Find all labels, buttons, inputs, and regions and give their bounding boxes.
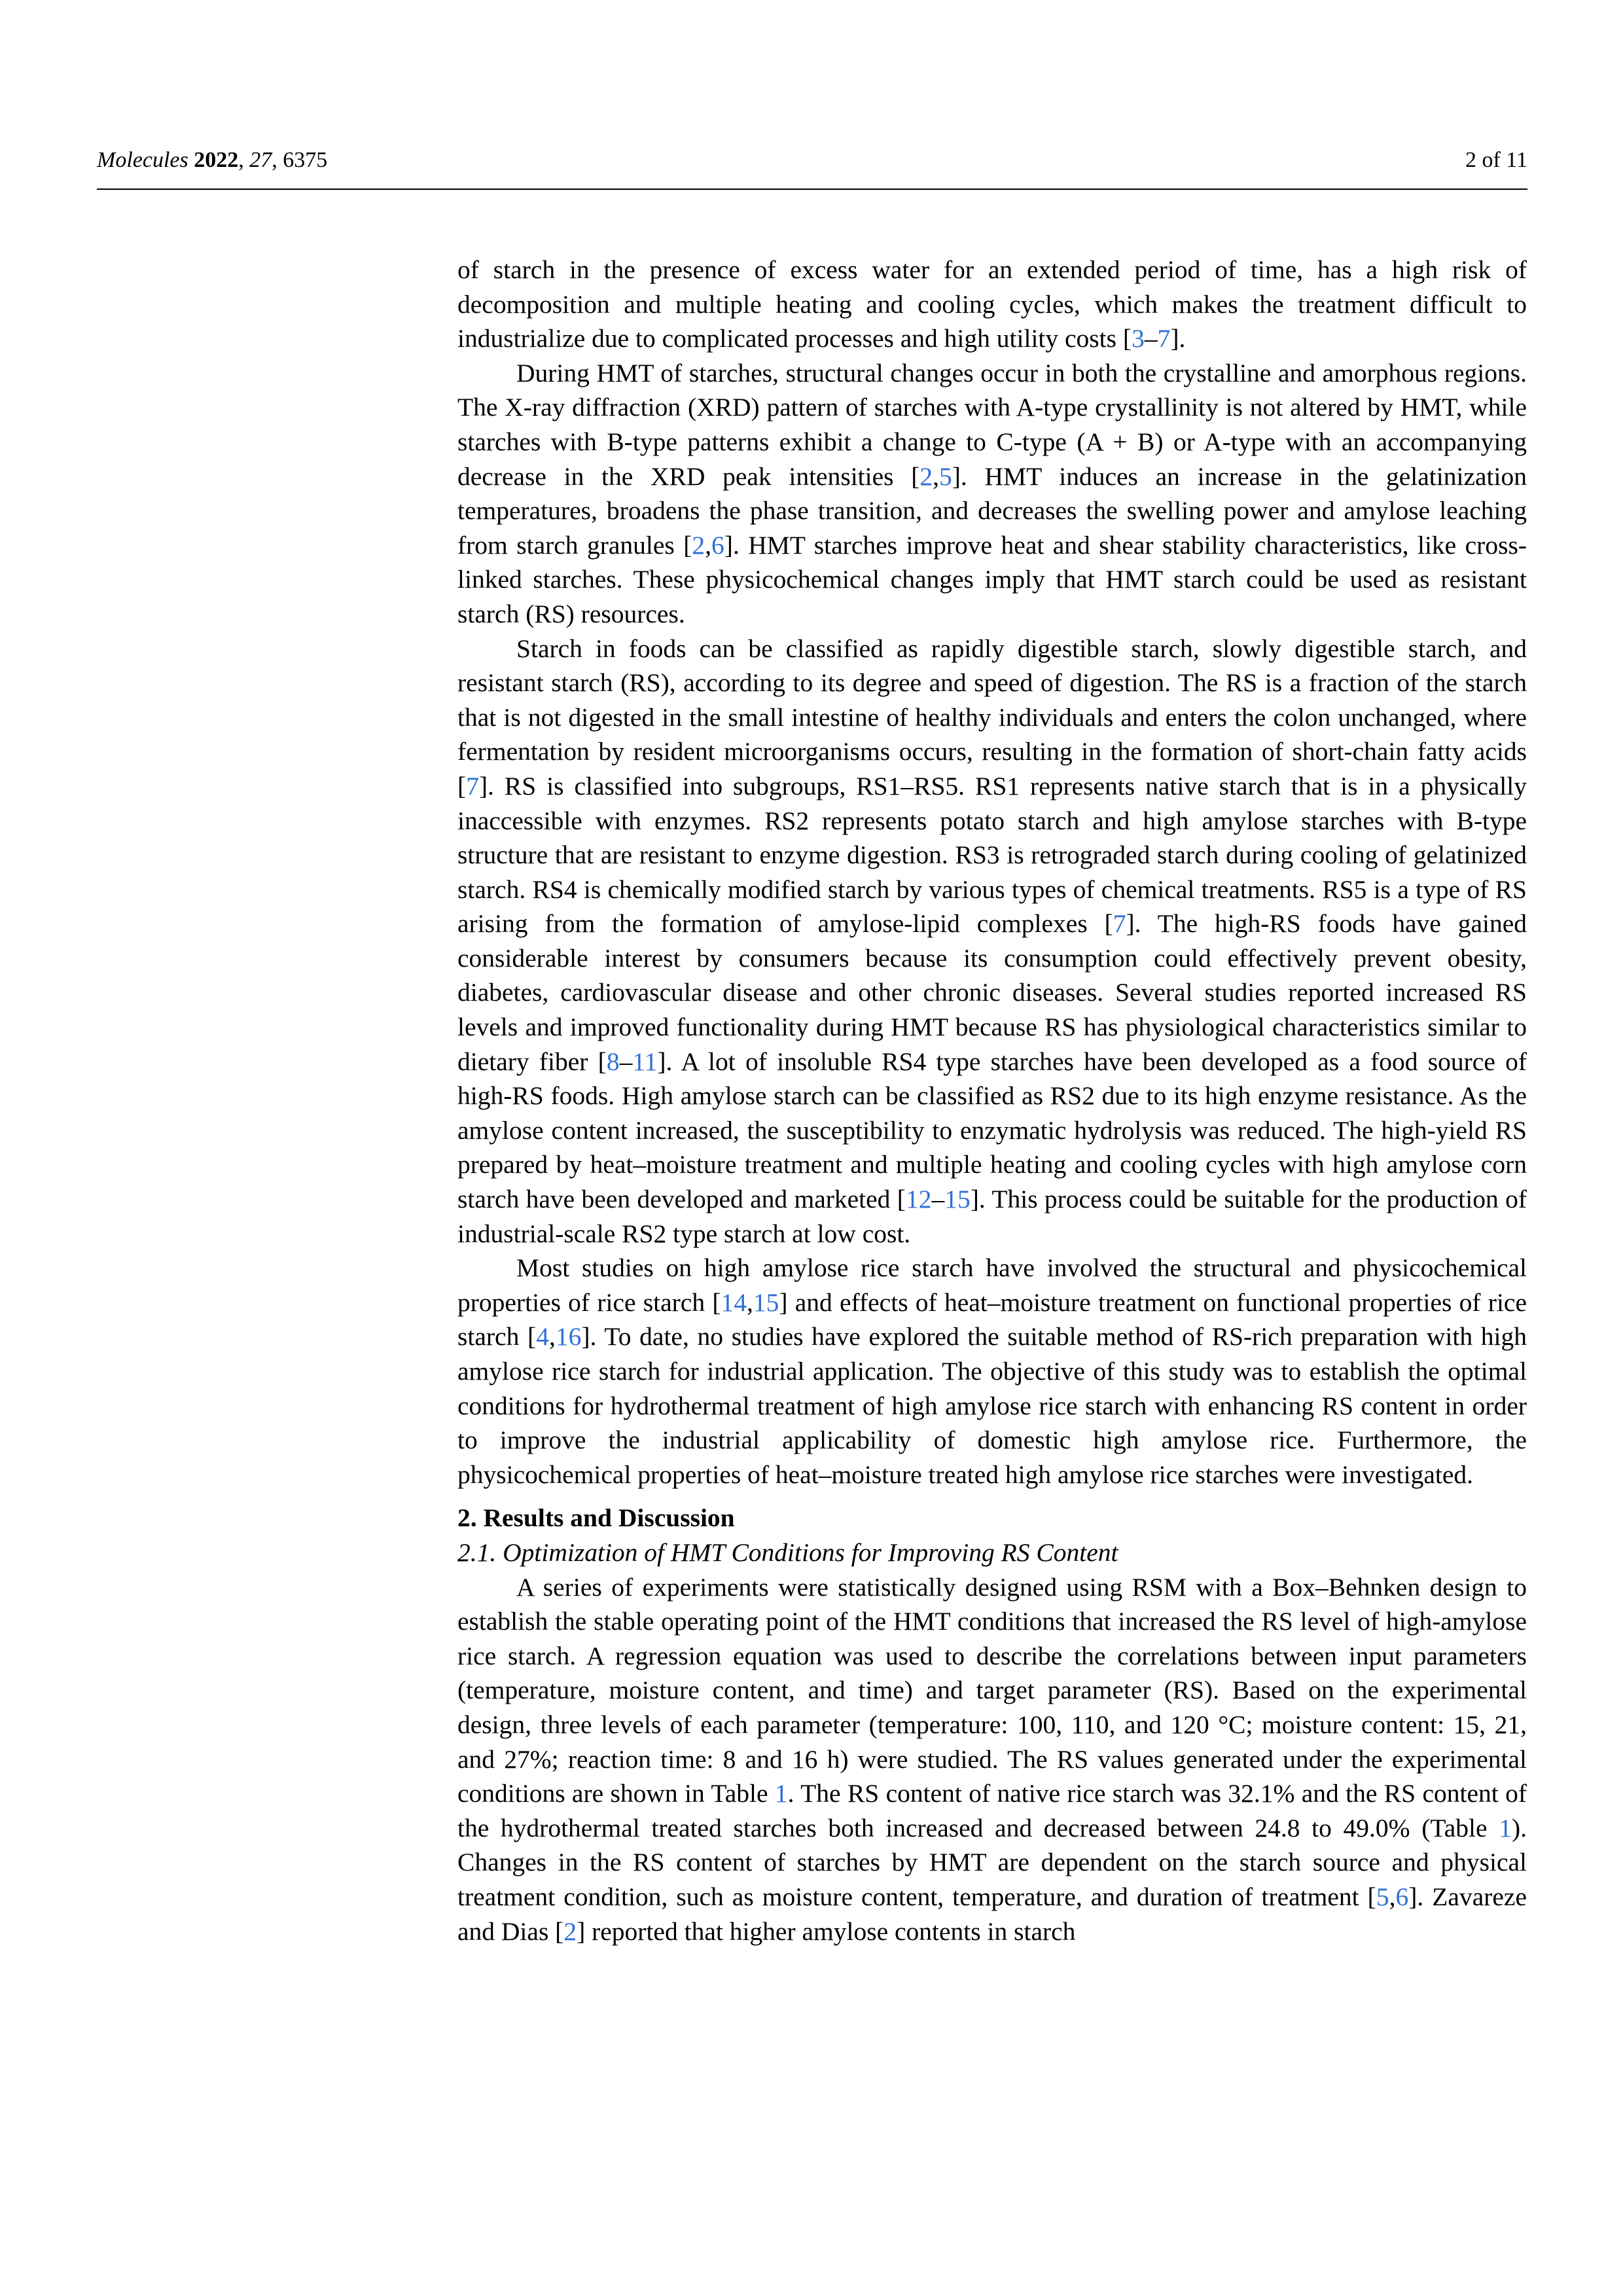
page-number: 2 of 11 (1465, 148, 1527, 172)
journal-year: 2022 (194, 148, 239, 172)
citation-link[interactable]: 8 (606, 1047, 620, 1076)
citation-link[interactable]: 1 (1499, 1813, 1512, 1842)
citation-link[interactable]: 5 (1376, 1882, 1389, 1911)
body-paragraph: of starch in the presence of excess water for an extended period of time, has a high risk of decomposition and multiple heating and cooling cycles, which makes the treatment difficult to industrialize due to complicated processes and high utility costs [3–7]. (457, 255, 1527, 353)
citation-link[interactable]: 6 (1395, 1882, 1409, 1911)
citation-link[interactable]: 15 (944, 1185, 971, 1214)
citation-link[interactable]: 11 (632, 1047, 658, 1076)
journal-name: Molecules (97, 148, 188, 172)
citation-link[interactable]: 5 (939, 461, 952, 491)
body-paragraph: Most studies on high amylose rice starch have involved the structural and physicochemical properties of rice starch [14,15] and effects of heat–moisture treatment on functional properties of rice starch [4,16]. To date, no studies have explored the suitable method of RS-rich preparation with high amylose rice starch for industrial application. The objective of this study was to establish the optimal conditions for hydrothermal treatment of high amylose rice starch with enhancing RS content in order to improve the industrial applicability of domestic high amylose rice. Furthermore, the physicochemical properties of heat–moisture treated high amylose rice starches were investigated. (457, 1253, 1527, 1489)
subsection-heading: 2.1. Optimization of HMT Conditions for Improving RS Content (457, 1537, 1118, 1567)
running-header (97, 148, 1527, 174)
citation-link[interactable]: 7 (1157, 324, 1171, 353)
citation-link[interactable]: 2 (692, 530, 705, 560)
citation-link[interactable]: 6 (711, 530, 724, 560)
intro-paragraphs (457, 253, 1527, 1492)
article-number: 6375 (283, 148, 328, 172)
results-paragraph: A series of experiments were statistically designed using RSM with a Box–Behnken design to establish the stable operating point of the HMT conditions that increased the RS level of high-amylose rice starch. A regression equation was used to describe the correlations between input parameters (temperature, moisture content, and time) and target parameter (RS). Based on the experimental design, three levels of each parameter (temperature: 100, 110, and 120 °C; moisture content: 15, 21, and 27%; reaction time: 8 and 16 h) were studied. The RS values generated under the experimental conditions are shown in Table 1. The RS content of native rice starch was 32.1% and the RS content of the hydrothermal treated starches both increased and decreased between 24.8 to 49.0% (Table 1). Changes in the RS content of starches by HMT are dependent on the starch source and physical treatment condition, such as moisture content, temperature, and duration of treatment [5,6]. Zavareze and Dias [2] reported that higher amylose contents in starch (457, 1572, 1527, 1946)
citation-link[interactable]: 7 (1113, 909, 1126, 939)
citation-link[interactable]: 4 (536, 1322, 549, 1352)
citation-link[interactable]: 14 (721, 1287, 747, 1317)
citation-link[interactable]: 3 (1132, 324, 1145, 353)
citation-link[interactable]: 2 (563, 1916, 577, 1946)
body-paragraph: During HMT of starches, structural changes occur in both the crystalline and amorphous regions. The X-ray diffraction (XRD) pattern of starches with A-type crystallinity is not altered by HMT, while starches with B-type patterns exhibit a change to C-type (A + B) or A-type with an accompanying decrease in the XRD peak intensities [2,5]. HMT induces an increase in the gelatinization temperatures, broadens the phase transition, and decreases the swelling power and amylose leaching from starch granules [2,6]. HMT starches improve heat and shear stability characteristics, like cross-linked starches. These physicochemical changes imply that HMT starch could be used as resistant starch (RS) resources. (457, 358, 1527, 628)
citation-link[interactable]: 2 (919, 461, 933, 491)
article-body (457, 253, 1527, 1948)
citation-link[interactable]: 1 (774, 1779, 788, 1808)
citation-link[interactable]: 15 (753, 1287, 779, 1317)
results-paragraph-container (457, 1570, 1527, 1949)
citation-link[interactable]: 16 (555, 1322, 582, 1352)
body-paragraph: Starch in foods can be classified as rapidly digestible starch, slowly digestible starch, and resistant starch (RS), according to its degree and speed of digestion. The RS is a fraction of the starch that is not digested in the small intestine of healthy individuals and enters the colon unchanged, where fermentation by resident microorganisms occurs, resulting in the formation of short-chain fatty acids [7]. RS is classified into subgroups, RS1–RS5. RS1 represents native starch that is in a physically inaccessible with enzymes. RS2 represents potato starch and high amylose starches with B-type structure that are resistant to enzyme digestion. RS3 is retrograded starch during cooling of gelatinized starch. RS4 is chemically modified starch by various types of chemical treatments. RS5 is a type of RS arising from the formation of amylose-lipid complexes [7]. The high-RS foods have gained considerable interest by consumers because its consumption could effectively prevent obesity, diabetes, cardiovascular disease and other chronic diseases. Several studies reported increased RS levels and improved functionality during HMT because RS has physiological characteristics similar to dietary fiber [8–11]. A lot of insoluble RS4 type starches have been developed as a food source of high-RS foods. High amylose starch can be classified as RS2 due to its high enzyme resistance. As the amylose content increased, the susceptibility to enzymatic hydrolysis was reduced. The high-yield RS prepared by heat–moisture treatment and multiple heating and cooling cycles with high amylose corn starch have been developed and marketed [12–15]. This process could be suitable for the production of industrial-scale RS2 type starch at low cost. (457, 634, 1527, 1248)
section-heading: 2. Results and Discussion (457, 1503, 735, 1533)
citation-link[interactable]: 12 (905, 1185, 932, 1214)
journal-volume: 27 (249, 148, 272, 172)
citation-link[interactable]: 7 (466, 771, 479, 800)
citation-line: Molecules 2022, 27, 6375 (97, 148, 328, 172)
header-rule (97, 188, 1527, 190)
